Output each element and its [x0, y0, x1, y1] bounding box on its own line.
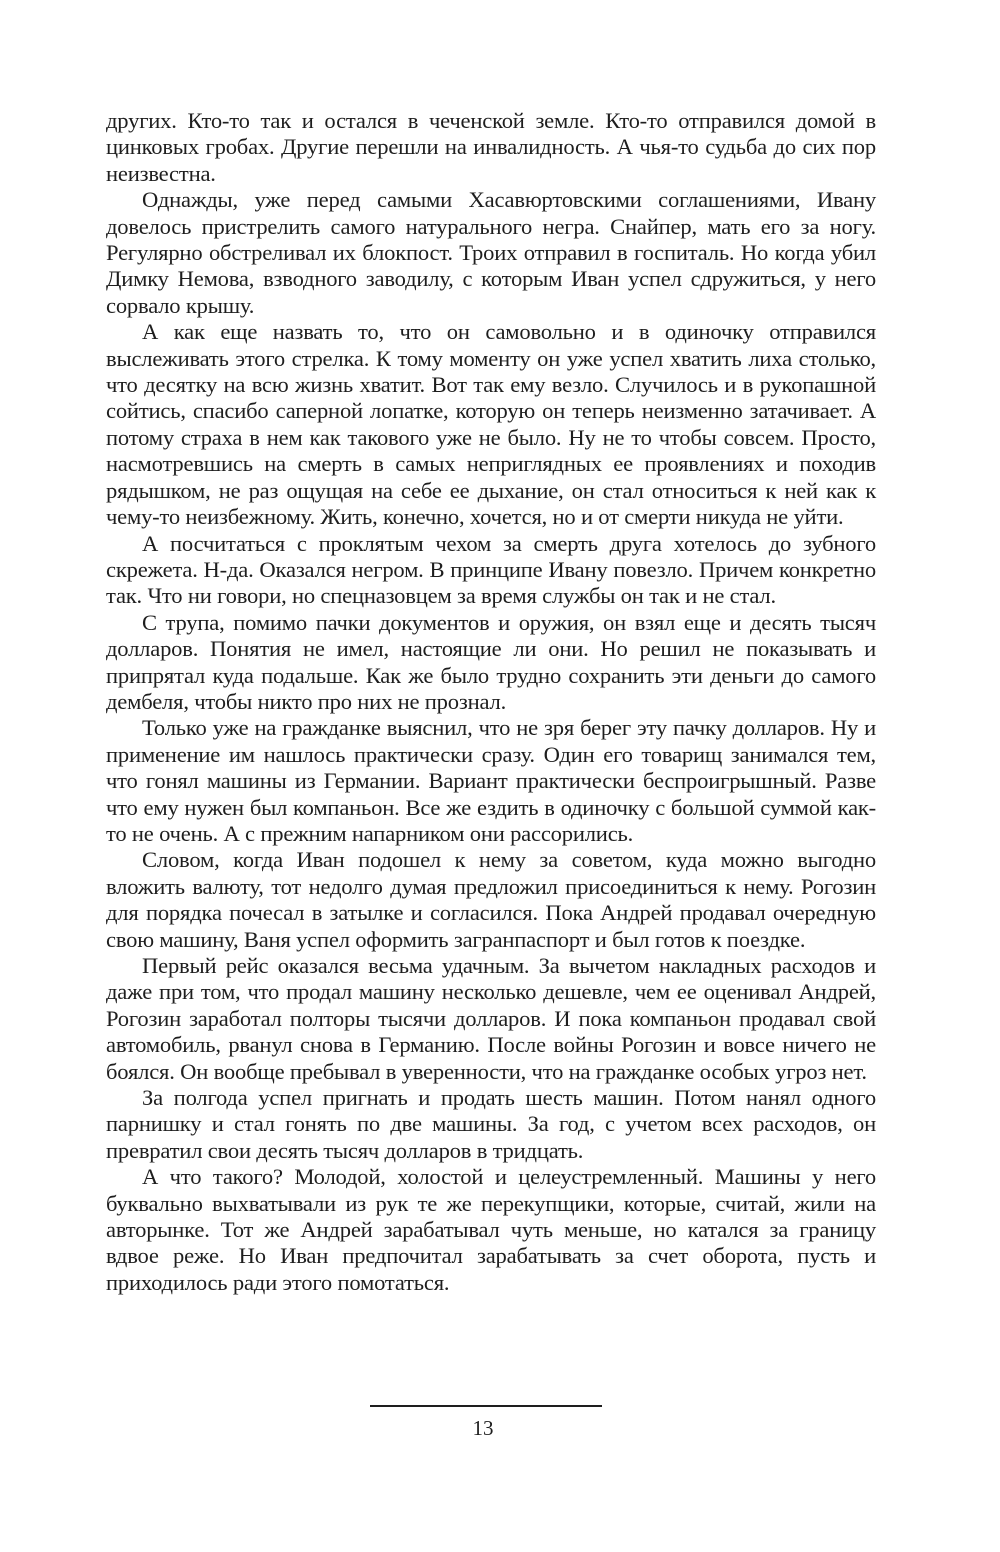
- paragraph: За полгода успел пригнать и продать шесть машин. Потом нанял одного парнишку и стал гонять по две машины. За год, с учетом всех расходов, он превратил свои десять тысяч долларов в тридцать.: [106, 1085, 876, 1163]
- paragraph: Только уже на гражданке выяснил, что не зря берег эту пачку долларов. Ну и применение им нашлось практически сразу. Один его товарищ занимался тем, что гонял машины из Германии. Вариант практически беспроигрышный. Разве что ему нужен был компаньон. Все же ездить в одиночку с большой суммой как-то не очень. А с прежним напарником они рассорились.: [106, 715, 876, 846]
- footer-rule: [370, 1405, 602, 1407]
- paragraph: С трупа, помимо пачки документов и оружия, он взял еще и десять тысяч долларов. Понятия не имел, настоящие ли они. Но решил не показывать и припрятал куда подальше. Как же было трудно сохранить эти деньги до самого дембеля, чтобы никто про них не прознал.: [106, 609, 876, 714]
- paragraph: Однажды, уже перед самыми Хасавюртовскими соглашениями, Ивану довелось пристрелить самого натурального негра. Снайпер, мать его за ногу. Регулярно обстреливал их блокпост. Троих отправил в госпиталь. Но когда убил Димку Немова, взводного заводилу, с которым Иван успел сдружиться, у него сорвало крышу.: [106, 187, 876, 318]
- paragraph: Словом, когда Иван подошел к нему за советом, куда можно выгодно вложить валюту, тот недолго думая предложил присоединиться к нему. Рогозин для порядка почесал в затылке и согласился. Пока Андрей продавал очередную свою машину, Ваня успел оформить загранпаспорт и был готов к поездке.: [106, 847, 876, 952]
- paragraph: А что такого? Молодой, холостой и целеустремленный. Машины у него буквально выхватывали из рук те же перекупщики, которые, считай, жили на авторынке. Тот же Андрей зарабатывал чуть меньше, но катался за границу вдвое реже. Но Иван предпочитал зарабатывать за счет оборота, пусть и приходилось ради этого помотаться.: [106, 1164, 876, 1295]
- paragraph: других. Кто-то так и остался в чеченской земле. Кто-то отправился домой в цинковых гробах. Другие перешли на инвалидность. А чья-то судьба до сих пор неизвестна.: [106, 108, 876, 186]
- page-number: 13: [472, 1416, 494, 1440]
- paragraph: Первый рейс оказался весьма удачным. За вычетом накладных расходов и даже при том, что продал машину несколько дешевле, чем ее оценивал Андрей, Рогозин заработал полторы тысячи долларов. И пока компаньон продавал свой автомобиль, рванул снова в Германию. После войны Рогозин и вовсе ничего не боялся. Он вообще пребывал в уверенности, что на гражданке особых угроз нет.: [106, 953, 876, 1084]
- paragraph: А как еще назвать то, что он самовольно и в одиночку отправился выслеживать этого стрелка. К тому моменту он уже успел хватить лиха столько, что десятку на всю жизнь хватит. Вот так ему везло. Случилось и в рукопашной сойтись, спасибо саперной лопатке, которую он теперь неизменно затачивает. А потому страха в нем как такового уже не было. Ну не то чтобы совсем. Просто, насмотревшись на смерть в самых неприглядных ее проявлениях и походив рядышком, не раз ощущая на себе ее дыхание, он стал относиться к ней как к чему-то неизбежному. Жить, конечно, хочется, но и от смерти никуда не уйти.: [106, 319, 876, 530]
- paragraph: А посчитаться с проклятым чехом за смерть друга хотелось до зубного скрежета. Н-да. Оказался негром. В принципе Ивану повезло. Причем конкретно так. Что ни говори, но спецназовцем за время службы он так и не стал.: [106, 530, 876, 609]
- page-body: [106, 108, 876, 1296]
